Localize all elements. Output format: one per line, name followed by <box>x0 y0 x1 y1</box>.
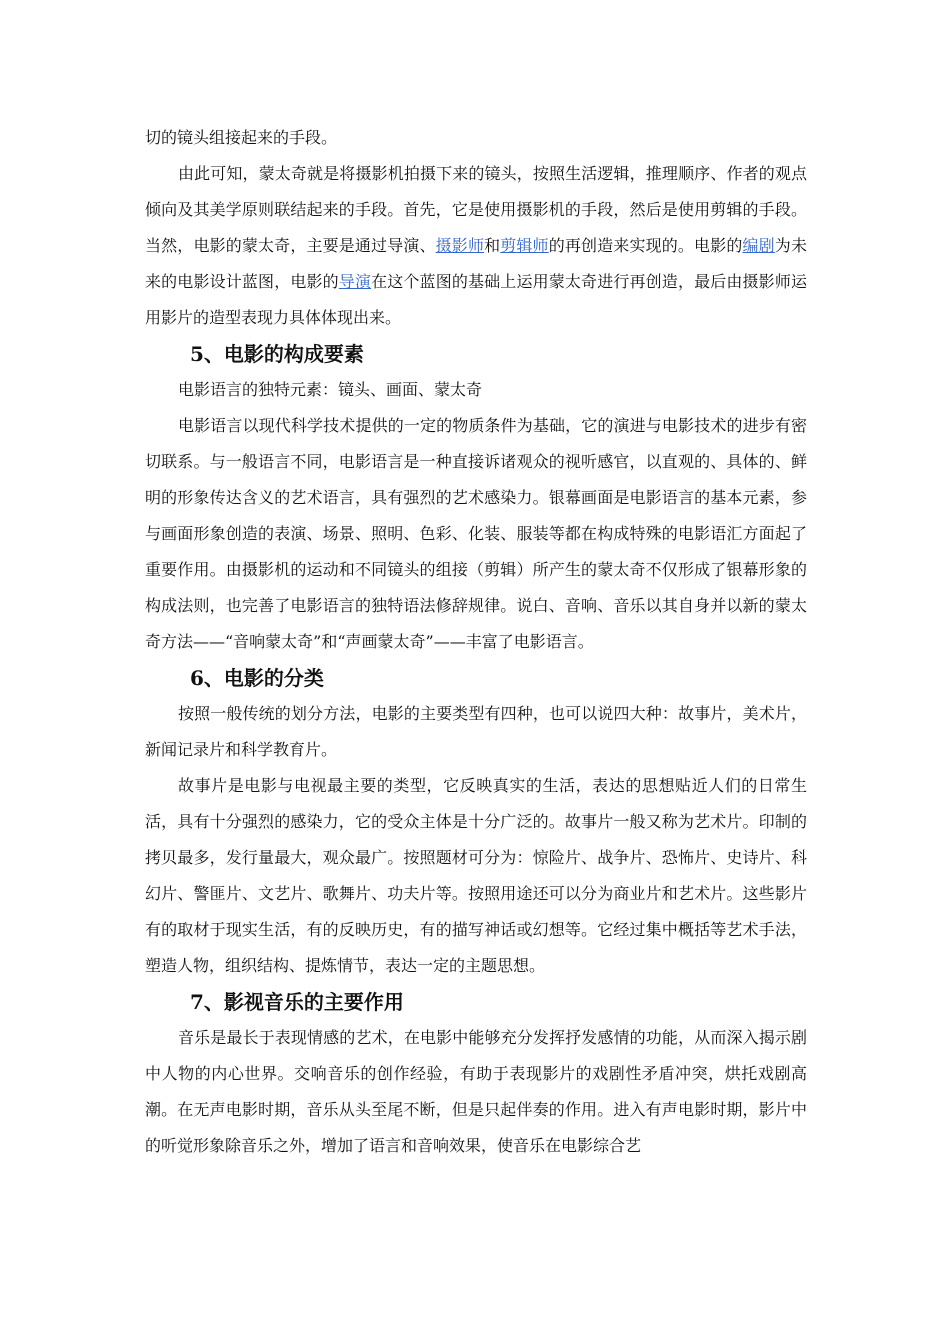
heading-section-7: 7、影视音乐的主要作用 <box>190 990 404 1014</box>
paragraph-film-music: 音乐是最长于表现情感的艺术，在电影中能够充分发挥抒发感情的功能，从而深入揭示剧中人物的内心世界。交响音乐的创作经验，有助于表现影片的戏剧性矛盾冲突，烘托戏剧高潮。在无声电影时期，音乐从头至尾不断，但是只起伴奏的作用。进入有声电影时期，影片中的听觉形象除音乐之外，增加了语言和音响效果，使音乐在电影综合艺 <box>145 1028 807 1155</box>
link-screenwriter[interactable]: 编剧 <box>742 236 775 255</box>
link-photographer[interactable]: 摄影师 <box>435 236 485 255</box>
paragraph-text: 的再创造来实现的。电影的 <box>548 236 743 255</box>
paragraph-film-language-elements: 电影语言的独特元素：镜头、画面、蒙太奇 <box>178 380 483 399</box>
paragraph-film-types: 按照一般传统的划分方法，电影的主要类型有四种，也可以说四大种：故事片，美术片，新闻记录片和科学教育片。 <box>145 704 807 759</box>
document-body <box>145 120 807 1164</box>
conjunction-text: 和 <box>484 236 501 255</box>
heading-section-6: 6、电影的分类 <box>190 666 324 690</box>
paragraph-film-language: 电影语言以现代科学技术提供的一定的物质条件为基础，它的演进与电影技术的进步有密切联系。与一般语言不同，电影语言是一种直接诉诸观众的视听感官，以直观的、具体的、鲜明的形象传达含义的艺术语言，具有强烈的艺术感染力。银幕画面是电影语言的基本元素，参与画面形象创造的表演、场景、照明、色彩、化装、服装等都在构成特殊的电影语汇方面起了重要作用。由摄影机的运动和不同镜头的组接（剪辑）所产生的蒙太奇不仅形成了银幕形象的构成法则，也完善了电影语言的独特语法修辞规律。说白、音响、音乐以其自身并以新的蒙太奇方法——“音响蒙太奇”和“声画蒙太奇”——丰富了电影语言。 <box>145 416 807 651</box>
link-director[interactable]: 导演 <box>338 272 372 291</box>
paragraph-text: 由此可知，蒙太奇就是将摄影机拍摄下来的镜头，按照生活逻辑，推理顺序、作者的观点倾向及其美学原则联结起来的手段。首先，它是使用摄影机的手段，然后是使用剪辑的手段。当然，电影的蒙太奇，主要是通过导演、 <box>145 164 807 255</box>
link-editor[interactable]: 剪辑师 <box>500 236 549 255</box>
paragraph-text: 在这个蓝图的基础上运用蒙太奇进行再创造，最后由摄影师运用影片的造型表现力具体体现出来。 <box>145 272 807 327</box>
paragraph-text: 为未来的电影设计蓝图，电影的 <box>145 236 807 291</box>
heading-section-5: 5、电影的构成要素 <box>190 342 364 366</box>
paragraph-feature-film: 故事片是电影与电视最主要的类型，它反映真实的生活，表达的思想贴近人们的日常生活，具有十分强烈的感染力，它的受众主体是十分广泛的。故事片一般又称为艺术片。印制的拷贝最多，发行量最大，观众最广。按照题材可分为：惊险片、战争片、恐怖片、史诗片、科幻片、警匪片、文艺片、歌舞片、功夫片等。按照用途还可以分为商业片和艺术片。这些影片有的取材于现实生活，有的反映历史，有的描写神话或幻想等。它经过集中概括等艺术手法，塑造人物，组织结构、提炼情节，表达一定的主题思想。 <box>145 776 807 975</box>
paragraph-montage-end: 切的镜头组接起来的手段。 <box>145 128 338 147</box>
paragraph-montage-definition <box>145 156 807 336</box>
